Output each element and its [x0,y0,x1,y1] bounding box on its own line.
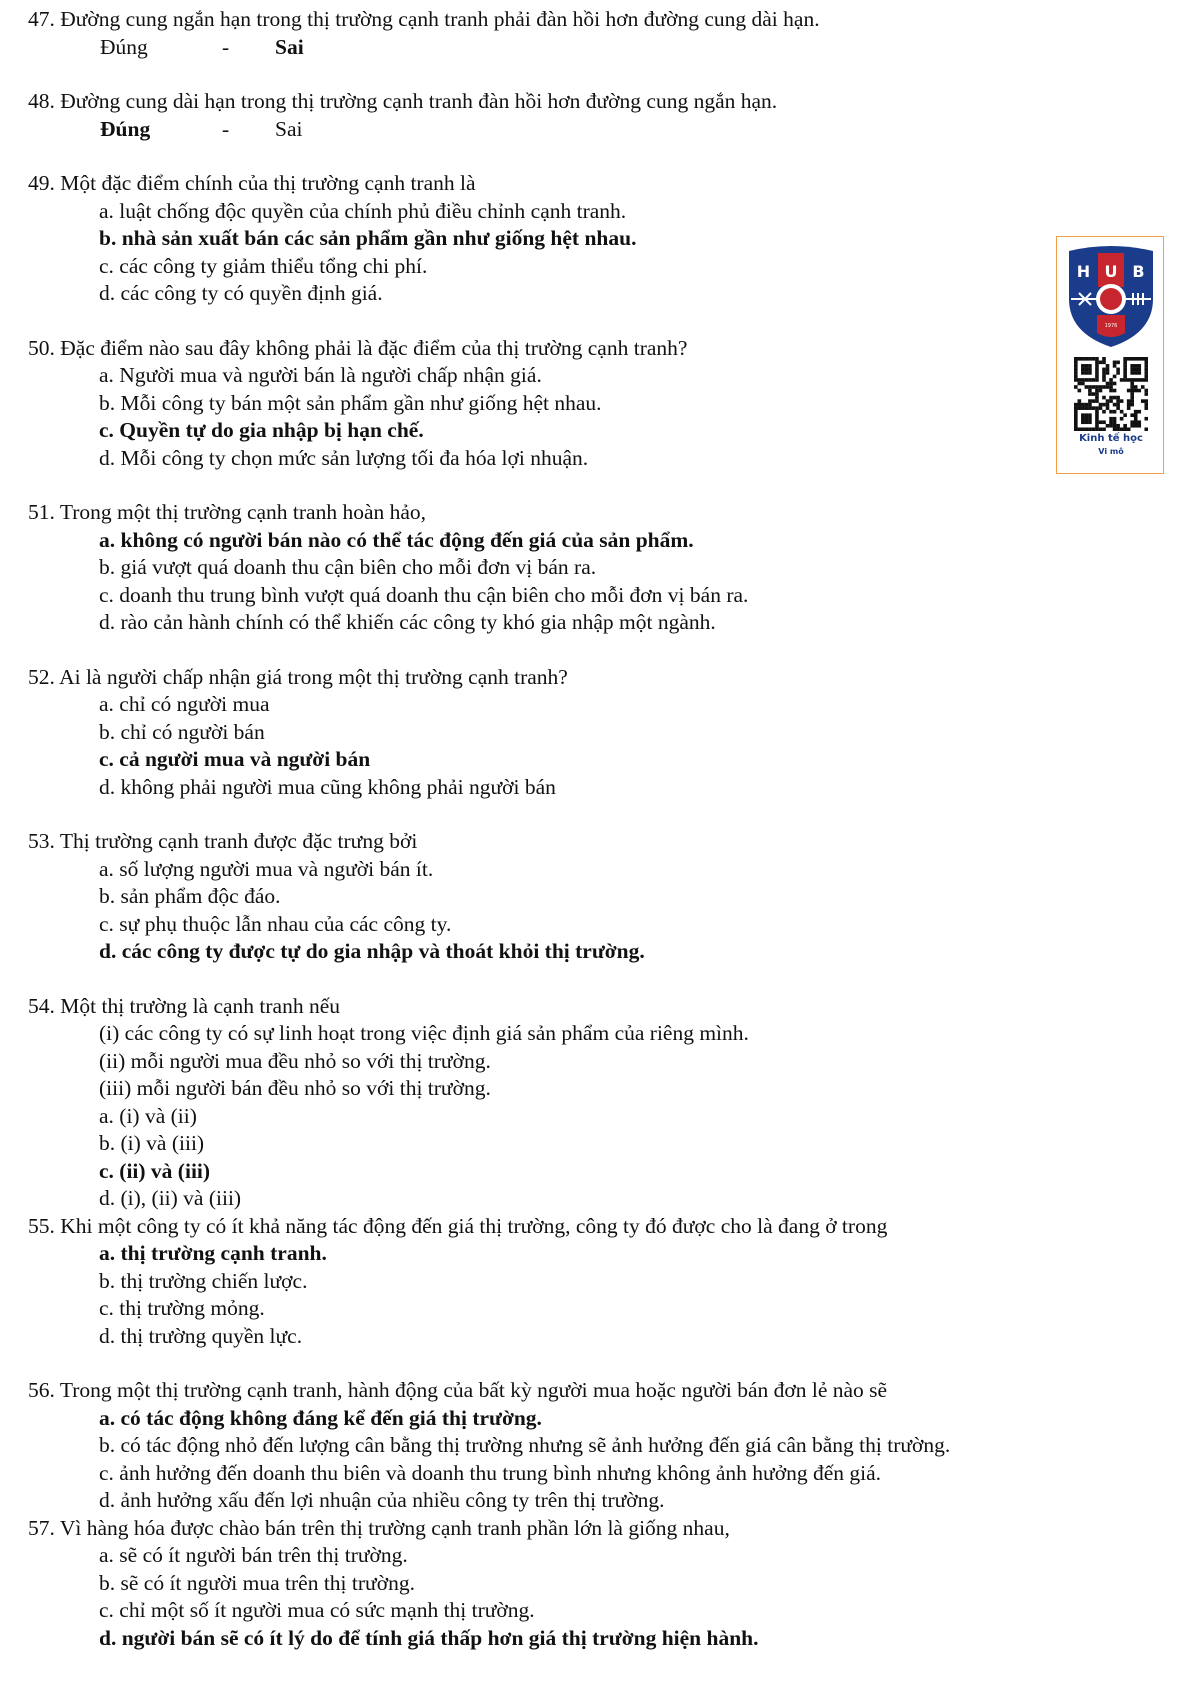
logo-letter-b: B [1132,262,1145,281]
answer-option: (i) các công ty có sự linh hoạt trong việc định giá sản phẩm của riêng mình. [99,1021,749,1045]
answer-option: c. thị trường mỏng. [99,1296,265,1320]
answer-option: (iii) mỗi người bán đều nhỏ so với thị trường. [99,1076,491,1100]
answer-option: b. chỉ có người bán [99,719,265,744]
hub-logo-badge [1056,236,1164,474]
answer-option: b. sẽ có ít người mua trên thị trường. [99,1570,415,1595]
logo-caption-subject: Kinh tế học [1079,433,1143,444]
answer-option: a. luật chống độc quyền của chính phủ điều chỉnh cạnh tranh. [99,198,627,223]
logo-letter-u: U [1104,262,1118,281]
question-stem: 56. Trong một thị trường cạnh tranh, hành động của bất kỳ người mua hoặc người bán đơn lẻ nào sẽ [28,1378,888,1402]
question-stem: 55. Khi một công ty có ít khả năng tác động đến giá thị trường, công ty đó được cho là đang ở trong [28,1213,888,1238]
logo-year: 1976 [1104,323,1118,329]
logo-caption-subtitle: Vi mô [1098,447,1124,456]
question-stem: 47. Đường cung ngắn hạn trong thị trường cạnh tranh phải đàn hồi hơn đường cung dài hạn. [28,7,820,31]
answer-option: (ii) mỗi người mua đều nhỏ so với thị trường. [99,1048,491,1073]
answer-option: c. ảnh hưởng đến doanh thu biên và doanh thu trung bình nhưng không ảnh hưởng đến giá. [99,1460,881,1485]
answer-option: d. thị trường quyền lực. [99,1323,303,1348]
answer-option-correct: b. nhà sản xuất bán các sản phẩm gần như giống hệt nhau. [99,226,637,250]
answer-option: a. số lượng người mua và người bán ít. [99,856,434,881]
answer-option-correct: a. không có người bán nào có thể tác động đến giá của sản phẩm. [99,527,694,552]
answer-option: c. doanh thu trung bình vượt quá doanh thu cận biên cho mỗi đơn vị bán ra. [99,582,749,607]
answer-option: c. chỉ một số ít người mua có sức mạnh thị trường. [99,1598,535,1622]
answer-option: a. sẽ có ít người bán trên thị trường. [99,1543,408,1567]
question-block [28,1377,1058,1515]
answer-option: c. các công ty giảm thiểu tổng chi phí. [99,253,428,278]
answer-option-correct: d. người bán sẽ có ít lý do để tính giá thấp hơn giá thị trường hiện hành. [99,1625,759,1650]
answer-option: d. Mỗi công ty chọn mức sản lượng tối đa hóa lợi nhuận. [99,445,589,470]
question-block [28,828,1058,966]
option-true: Đúng [100,116,151,141]
hub-shield-icon [1057,237,1165,355]
question-block [28,499,1058,637]
answer-option-correct: c. cả người mua và người bán [99,747,371,771]
answer-option: d. ảnh hưởng xấu đến lợi nhuận của nhiều công ty trên thị trường. [99,1488,665,1512]
option-false: Sai [275,34,304,59]
answer-option: c. sự phụ thuộc lẫn nhau của các công ty. [99,911,452,936]
true-false-row [28,34,1058,62]
question-stem: 50. Đặc điểm nào sau đây không phải là đặc điểm của thị trường cạnh tranh? [28,335,688,360]
question-block [28,170,1058,308]
answer-option-correct: a. có tác động không đáng kể đến giá thị trường. [99,1405,542,1430]
question-stem: 49. Một đặc điểm chính của thị trường cạnh tranh là [28,171,476,195]
question-block [28,88,1058,143]
question-stem: 54. Một thị trường là cạnh tranh nếu [28,993,341,1018]
answer-option: a. Người mua và người bán là người chấp nhận giá. [99,363,542,387]
answer-option: b. sản phẩm độc đáo. [99,884,281,908]
answer-option: a. (i) và (ii) [99,1103,197,1128]
question-block [28,664,1058,802]
answer-option-correct: a. thị trường cạnh tranh. [99,1241,327,1265]
answer-option: d. rào cản hành chính có thể khiến các công ty khó gia nhập một ngành. [99,610,716,634]
logo-letter-h: H [1076,262,1091,281]
answer-option: b. thị trường chiến lược. [99,1268,308,1293]
answer-option-correct: c. (ii) và (iii) [99,1158,211,1183]
answer-option: d. (i), (ii) và (iii) [99,1186,242,1210]
question-block [28,6,1058,61]
option-false: Sai [275,116,303,141]
answer-option: a. chỉ có người mua [99,692,270,716]
question-stem: 48. Đường cung dài hạn trong thị trường cạnh tranh đàn hồi hơn đường cung ngắn hạn. [28,89,778,113]
option-separator: - [222,116,230,141]
question-stem: 53. Thị trường cạnh tranh được đặc trưng bởi [28,829,418,853]
answer-option-correct: d. các công ty được tự do gia nhập và thoát khỏi thị trường. [99,939,645,963]
question-block [28,335,1058,473]
qr-code-icon [1074,357,1148,431]
question-stem: 52. Ai là người chấp nhận giá trong một thị trường cạnh tranh? [28,664,568,689]
answer-option: b. (i) và (iii) [99,1131,205,1155]
question-block [28,1515,1058,1653]
question-block [28,993,1058,1213]
question-stem: 57. Vì hàng hóa được chào bán trên thị trường cạnh tranh phần lớn là giống nhau, [28,1515,730,1540]
question-list [28,6,1058,1652]
option-separator: - [222,34,230,59]
answer-option: d. không phải người mua cũng không phải người bán [99,774,556,799]
option-true: Đúng [100,34,148,59]
answer-option: b. Mỗi công ty bán một sản phẩm gần như giống hệt nhau. [99,390,602,415]
answer-option: d. các công ty có quyền định giá. [99,281,383,305]
true-false-row [28,116,1058,144]
answer-option: b. giá vượt quá doanh thu cận biên cho mỗi đơn vị bán ra. [99,555,597,579]
question-stem: 51. Trong một thị trường cạnh tranh hoàn hảo, [28,500,427,524]
answer-option: b. có tác động nhỏ đến lượng cân bằng thị trường nhưng sẽ ảnh hưởng đến giá cân bằng thị trường. [99,1433,951,1457]
answer-option-correct: c. Quyền tự do gia nhập bị hạn chế. [99,418,424,442]
question-block [28,1213,1058,1351]
